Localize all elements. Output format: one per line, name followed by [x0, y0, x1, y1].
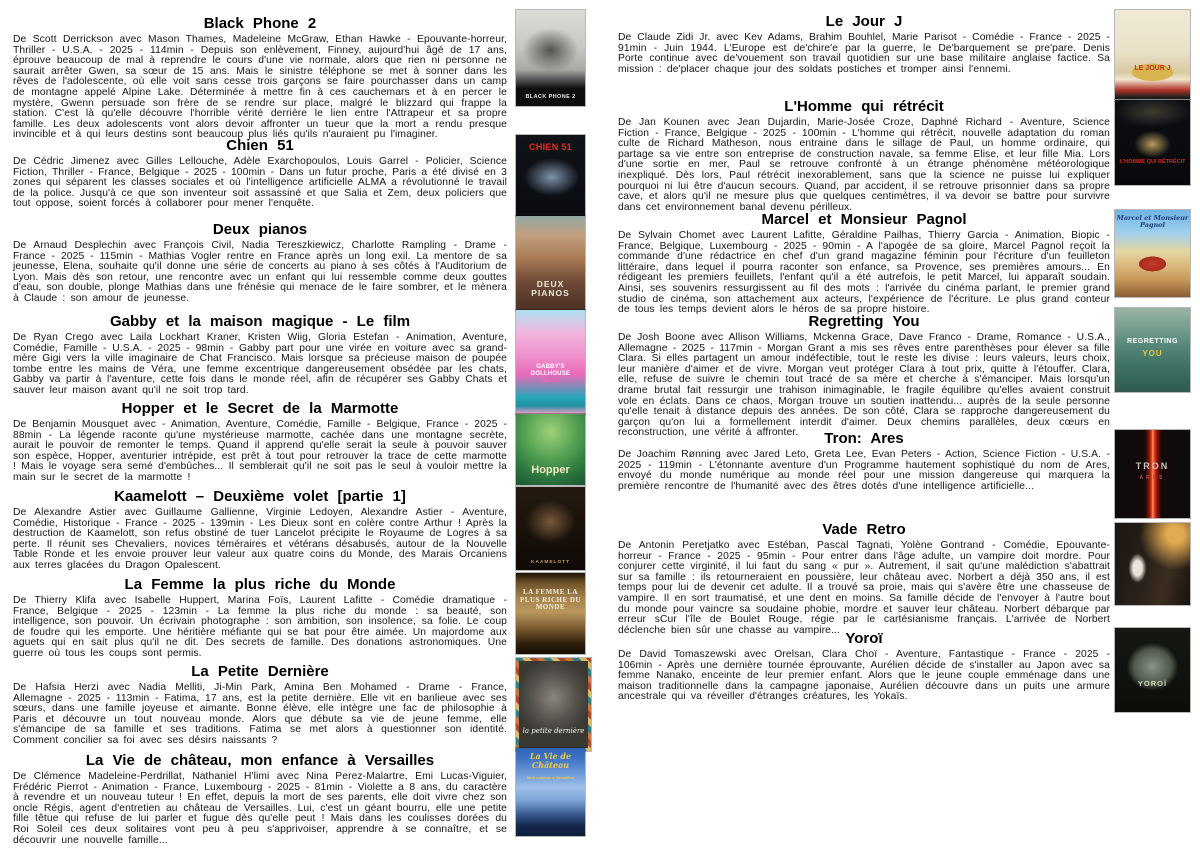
movie-title: Kaamelott – Deuxième volet [partie 1]	[114, 488, 406, 505]
right-column	[618, 0, 1110, 849]
movie-description: De Alexandre Astier avec Guillaume Gallienne, Virginie Ledoyen, Alexandre Astier - Aventure, Comédie, Historique - France - 2025 - 139min - Les Dieux sont en colère contre Arthur ! Après la destruction de Kaamelott, son refus obstiné de tuer Lancelot précipite le Royaume de Logres à sa perte. Il réunit ses Chevaliers, novices téméraires et vétérans désabusés, autour de la Nouvelle Table Ronde et les envoie prouver leur valeur aux quatre coins du Monde, des Marais Orcaniens aux terres glacées du Dragon Opalescent.	[13, 507, 507, 571]
movie-yoroi	[618, 631, 1110, 703]
movie-description: De Clémence Madeleine-Perdrillat, Nathaniel H'limi avec Nina Perez-Malartre, Emi Lucas-Viguier, Frédéric Pierrot - Animation - France, Luxembourg - 2025 - 81min - Violette a 8 ans, du caractère à revendre et un nouveau tuteur ! En effet, depuis la mort de ses parents, elle doit vivre chez son oncle Régis, agent d'entretien au château de Versailles. Lui, c'est un géant bourru, elle une petite fille têtue qui refuse de lui parler et fugue dès qu'elle peut ! Mais dans les coulisses dorées du Roi Soleil ces deux solitaires vont peu à peu s'apprivoiser, apprendre à se connaître, et se découvrir une nouvelle famille...	[13, 771, 507, 846]
poster-label: DEUX PIANOS	[531, 278, 570, 298]
poster-label: CHIEN 51	[529, 142, 572, 152]
movie-description: De Scott Derrickson avec Mason Thames, Madeleine McGraw, Ethan Hawke - Epouvante-horreur, Thriller - U.S.A. - 2025 - 114min - Depuis son enlèvement, Finney, aujourd'hui âgé de 17 ans, éprouve beaucoup de mal à reprendre le cours d'une vie normale, alors que rien ni personne ne saurait arrêter Gwen, sa sœur de 15 ans. Mais le sinistre téléphone se met à sonner dans les rêves de l'adolescente, où elle voit sans cesse trois garçons se faire pourchasser dans un camp de montagne appelé Alpine Lake. Déterminée à mettre fin à ces cauchemars et à en percer le mystère, Gwenn persuade son frère de se rendre sur place, malgré le blizzard qui frappe la station. C'est là qu'elle découvre l'horrible vérité derrière le lien entre l'Attrapeur et sa propre famille. Les deux adolescents vont alors devoir affronter un tueur que la mort a rendu presque invincible et à qui leurs destins sont beaucoup plus liés qu'ils n'auraient pu l'imaginer.	[13, 34, 507, 141]
movie-regretting-you	[618, 314, 1110, 439]
movie-description: De David Tomaszewski avec Orelsan, Clara Choï - Aventure, Fantastique - France - 2025 - 106min - Après une dernière tournée éprouvante, Aurélien décide de s'installer au Japon avec sa femme Nanako, enceinte de leur premier enfant. Alors que le jeune couple emménage dans une maison traditionnelle dans la campagne japonaise, Aurélien découvre dans un puits une armure ancestrale qui va réveiller d'étranges créatures, les Yokaïs.	[618, 649, 1110, 703]
poster-la-femme	[516, 573, 585, 654]
poster-strip-middle	[516, 0, 585, 849]
movie-description: De Benjamin Mousquet avec - Animation, Aventure, Comédie, Famille - Belgique, France - 2025 - 88min - La légende raconte qu'une mystérieuse marmotte, cachée dans une montagne secrète, aurait le pouvoir de remonter le temps. Quand il apprend qu'elle serait la seule à pouvoir sauver son espèce, Hopper, aventurier intrépide, est prêt à tout pour retrouver la trace de cette marmotte ! Mais le voyage sera semé d'embûches... Il semblerait qu'il ne soit pas le seul à vouloir mettre la main sur le secret de la marmotte !	[13, 419, 507, 483]
movie-title: Regretting You	[808, 313, 920, 330]
poster-label: Marcel et Monsieur Pagnol	[1116, 214, 1189, 230]
movie-title: Tron: Ares	[824, 430, 904, 447]
movie-deux-pianos	[13, 222, 507, 305]
poster-sublabel: LE FILM	[540, 377, 561, 384]
movie-title: Yoroï	[845, 630, 883, 647]
movie-description: De Antonin Peretjatko avec Estéban, Pascal Tagnati, Yolène Gontrand - Comédie, Epouvante-horreur - France - 2025 - 95min - Pour entrer dans l'âge adulte, un vampire doit mordre. Pour conjurer cette virginité, il lui faut du sang « pur ». Autrement, il sait qu'une malédiction s'abattrait sur sa famille : ils retourneraient en poussière, leur château avec. Norbert a déjà 350 ans, il est temps pour lui de devenir cet adulte. Il a trouvé sa proie, mais qui s'avère être une chasseuse de vampire. Il en sort traumatisé, et une dent en moins. Sa famille décide de l'envoyer à l'autre bout du monde pour vaincre sa soudaine phobie, mordre et sauver leur château. Norbert débarque par erreur sCur l'île de Boulet Rouge, régie par le cartésianisme français. L'arrivée de Norbert déclenche bien sûr une chasse au vampire...	[618, 540, 1110, 636]
movie-vie-de-chateau	[13, 753, 507, 846]
poster-homme-qui-retrecit	[1115, 100, 1190, 185]
poster-sublabel: Mon enfance à Versailles	[526, 775, 575, 780]
movie-description: De Jan Kounen avec Jean Dujardin, Marie-Josée Croze, Daphné Richard - Aventure, Science Fiction - France, Belgique - 2025 - 100min - L'homme qui rétrécit, nouvelle adaptation du roman culte de Richard Matheson, nous entraine dans le sillage de Paul, un homme ordinaire, qui partage sa vie entre son entreprise de construction navale, sa femme Elise, et leur fille Mia. Lors d'une sortie en mer, Paul se retrouve confronté à un étrange phénomène météorologique inexpliqué. Dès lors, Paul rétrécit inexorablement, sans que la science ne puisse lui expliquer pourquoi ni lui être d'aucun secours. Quand, par accident, il se retrouve prisonnier dans sa propre cave, et alors qu'il ne mesure plus que quelques centimètres, il va devoir se battre pour survivre dans cet environnement banal devenu périlleux.	[618, 117, 1110, 213]
movie-title: Black Phone 2	[203, 15, 317, 32]
poster-label: TRON	[1135, 460, 1170, 471]
movie-homme-qui-retrecit	[618, 99, 1110, 213]
movie-title: La Vie de château, mon enfance à Versailles	[85, 752, 435, 769]
movie-title: Marcel et Monsieur Pagnol	[761, 211, 967, 228]
poster-kaamelott	[516, 487, 585, 570]
movie-marcel-pagnol	[618, 212, 1110, 316]
movie-gabby	[13, 314, 507, 397]
movie-kaamelott	[13, 489, 507, 572]
poster-label: KAAMELOTT	[530, 559, 571, 565]
poster-label: LA FEMME LA PLUS RICHE DU MONDE	[520, 588, 581, 612]
poster-vie-de-chateau	[516, 748, 585, 836]
poster-la-petite-derniere	[516, 658, 591, 751]
movie-description: De Joachim Rønning avec Jared Leto, Greta Lee, Evan Peters - Action, Science Fiction - U.S.A. - 2025 - 119min - L'étonnante aventure d'un Programme hautement sophistiqué du nom de Ares, envoyé du monde numérique au monde réel pour une mission dangereuse qui marquera la première rencontre de l'humanité avec des êtres dotés d'une intelligence artificielle...	[618, 449, 1110, 492]
movie-title: Deux pianos	[212, 221, 308, 238]
poster-le-jour-j	[1115, 10, 1190, 99]
poster-gabby	[516, 310, 585, 414]
movie-description: De Ryan Crego avec Laila Lockhart Kraner, Kristen Wiig, Gloria Estefan - Animation, Aventure, Comédie, Famille - U.S.A. - 2025 - 98min - Gabby part pour une virée en voiture avec sa grand-mère Gigi vers la ville imaginaire de Chat Francisco. Mais lorsque sa précieuse maison de poupée tombe entre les mains de Véra, une femme excentrique dangereusement obsédée par les chats, Gabby va partir à l'aventure, cette fois dans le monde réel, afin de récupérer ses Gabby Chats et sauver leur maison avant qu'il ne soit trop tard.	[13, 332, 507, 396]
poster-black-phone-2	[516, 10, 585, 106]
movie-hopper	[13, 401, 507, 484]
movie-description: De Arnaud Desplechin avec François Civil, Nadia Tereszkiewicz, Charlotte Rampling - Drame - France - 2025 - 115min - Mathias Vogler rentre en France après un long exil. La mentore de sa jeunesse, Elena, souhaite qu'il donne une série de concerts au piano à ses côtés à l'Auditorium de Lyon. Mais dès son retour, une rencontre avec un enfant qui lui ressemble comme deux gouttes d'eau, son double, plonge Mathias dans une frénésie qui menace de le faire sombrer, et le mènera à Claude : son amour de jeunesse.	[13, 240, 507, 304]
movie-title: Vade Retro	[822, 521, 906, 538]
poster-label: L'HOMME QUI RÉTRÉCIT	[1119, 158, 1186, 165]
poster-tron-ares	[1115, 430, 1190, 518]
movie-title: Gabby et la maison magique - Le film	[109, 313, 411, 330]
movie-description: De Claude Zidi Jr. avec Kev Adams, Brahim Bouhlel, Marie Parisot - Comédie - France - 2025 - 91min - Juin 1944. L'Europe est de'chire'e par la guerre, le De'barquement se pre'pare. Denis Porte continue avec de'vouement son travail quotidien sur une base militaire anglaise factice. Sa mission : de'placer chaque jour des soldats postiches et tromper ainsi l'ennemi.	[618, 32, 1110, 75]
movie-tron-ares	[618, 431, 1110, 492]
poster-sublabel: ARES	[1139, 474, 1166, 481]
poster-label: GABBY'S DOLLHOUSE	[530, 364, 571, 377]
poster-chien-51	[516, 135, 585, 216]
movie-title: L'Homme qui rétrécit	[784, 98, 944, 115]
movie-la-petite-derniere	[13, 664, 507, 747]
movie-le-jour-j	[618, 14, 1110, 75]
movie-la-femme	[13, 577, 507, 660]
poster-label: YOROÏ	[1137, 679, 1168, 689]
poster-label: Hopper	[531, 464, 570, 477]
poster-label: BLACK PHONE 2	[525, 94, 576, 101]
movie-description: De Hafsia Herzi avec Nadia Melliti, Ji-Min Park, Amina Ben Mohamed - Drame - France, Allemagne - 2025 - 113min - Fatima, 17 ans, est la petite dernière. Elle vit en banlieue avec ses sœurs, dans une famille joyeuse et aimante. Bonne élève, elle intègre une fac de philosophie à Paris et découvre un tout nouveau monde. Alors que débute sa vie de jeune femme, elle s'émancipe de sa famille et ses traditions. Fatima se met alors à questionner son identité. Comment concilier sa foi avec ses désirs naissants ?	[13, 682, 507, 746]
poster-marcel-pagnol	[1115, 210, 1190, 297]
poster-vade-retro	[1115, 523, 1190, 605]
left-column	[13, 0, 507, 849]
movie-title: La Petite Dernière	[191, 663, 329, 680]
movie-title: Le Jour J	[825, 13, 903, 30]
poster-label: REGRETTING	[1127, 338, 1178, 346]
poster-strip-right	[1115, 0, 1190, 849]
poster-label: la petite dernière	[522, 727, 585, 736]
movie-description: De Sylvain Chomet avec Laurent Lafitte, Géraldine Pailhas, Thierry Garcia - Animation, Biopic - France, Belgique, Luxembourg - 2025 - 90min - A l'apogée de sa gloire, Marcel Pagnol reçoit la commande d'une rédactrice en chef d'un grand magazine féminin pour l'écriture d'un feuilleton littéraire, dans lequel il pourra raconter son enfance, sa Provence, ses premières amours... En rédigeant les premiers feuillets, l'enfant qu'il a été autrefois, le petit Marcel, lui apparaît soudain. Ainsi, ses souvenirs ressurgissent au fil des mots : l'arrivée du cinéma parlant, le premier grand studio de cinéma, son attachement aux acteurs, l'expérience de l'écriture. Le plus grand conteur de tous les temps devient alors le héros de sa propre histoire.	[618, 230, 1110, 316]
poster-yoroi	[1115, 628, 1190, 712]
movie-title: Hopper et le Secret de la Marmotte	[121, 400, 399, 417]
poster-hopper	[516, 414, 585, 485]
poster-regretting-you	[1115, 308, 1190, 392]
movie-title: La Femme la plus riche du Monde	[124, 576, 396, 593]
movie-title: Chien 51	[226, 137, 294, 154]
movie-vade-retro	[618, 522, 1110, 636]
movie-description: De Cédric Jimenez avec Gilles Lellouche, Adèle Exarchopoulos, Louis Garrel - Policier, Science Fiction, Thriller - France, Belgique - 2025 - 100min - Dans un futur proche, Paris a été divisé en 3 zones qui séparent les classes sociales et où l'intelligence artificielle ALMA a révolutionné le travail de la police. Jusqu'à ce que son inventeur soit assassiné et que Salia et Zem, deux policiers que tout oppose, soient forcés à collaborer pour mener l'enquête.	[13, 156, 507, 210]
poster-label: La Vie de Château	[529, 751, 572, 770]
movie-description: De Thierry Klifa avec Isabelle Huppert, Marina Foïs, Laurent Lafitte - Comédie dramatique - France, Belgique - 2025 - 123min - La femme la plus riche du monde : sa beauté, son intelligence, son pouvoir. Un écrivain photographe : son ambition, son insolence, sa folie. Le coup de foudre qui les emporte. Une héritière méfiante qui se bat pour être aimée. Un majordome aux aguets qui en sait plus qu'il ne dit. Des secrets de famille. Des donations astronomiques. Une guerre où tous les coups sont permis.	[13, 595, 507, 659]
movie-black-phone-2	[13, 16, 507, 141]
poster-sublabel: YOU	[1142, 349, 1163, 358]
movie-description: De Josh Boone avec Allison Williams, Mckenna Grace, Dave Franco - Drame, Romance - U.S.A., Allemagne - 2025 - 117min - Morgan Grant a mis ses rêves entre parenthèses pour élever sa fille Clara. Si elles partagent un amour indéfectible, tout le reste les divise : leurs valeurs, leurs choix, leur manière d'aimer et de vivre. Morgan veut protéger Clara à tout prix, quitte à l'étouffer. Clara, elle, refuse de suivre le chemin tout tracé de sa mère et cherche à s'émanciper. Mais lorsqu'un drame brutal fait ressurgir une trahison inimaginable, le fragile équilibre qu'elles avaient construit vole en éclats. Dans ce chaos, Morgan trouve un soutien inattendu... auprès de la seule personne qu'elle tenait à distance depuis des années. De son côté, Clara se rapproche dangereusement du garçon qu'on lui a formellement interdit d'aimer. Deux chemins parallèles, deux cœurs en reconstruction, une vérité à affronter.	[618, 332, 1110, 439]
movie-chien-51	[13, 138, 507, 210]
poster-label: LE JOUR J	[1134, 65, 1171, 73]
poster-deux-pianos	[516, 216, 585, 310]
